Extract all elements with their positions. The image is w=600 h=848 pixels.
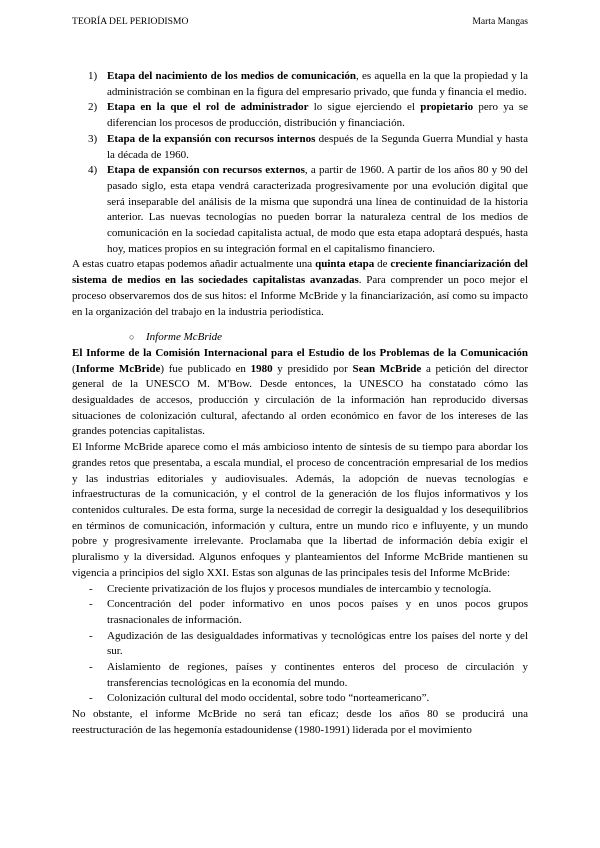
- text-run: A estas cuatro etapas podemos añadir actualmente una: [72, 258, 316, 271]
- list-number: 3): [88, 132, 98, 145]
- page-body: [72, 69, 528, 739]
- stage-keyword: propietario: [420, 101, 474, 114]
- thesis-text: Agudización de las desigualdades informativas y tecnológicas entre los países del norte y del sur.: [107, 629, 528, 658]
- dash-bullet: -: [89, 629, 93, 642]
- stage-text: pero ya se diferencian los procesos de producción, distribución y financiación.: [107, 101, 528, 130]
- list-item: [72, 597, 528, 628]
- circle-bullet-icon: ○: [129, 332, 135, 343]
- paragraph-final: No obstante, el informe McBride no será tan eficaz; desde los años 80 se producirá una reestructuración de las hegemonía estadounidense (1980-1991) liderada por el movimiento: [72, 708, 528, 736]
- stage-text: , es aquella en la que la propiedad y la administración se combinan en la figura del empresario privado, que funda y financia el medio.: [107, 70, 528, 98]
- header-course-title: TEORÍA DEL PERIODISMO: [72, 16, 189, 27]
- subheading-text: Informe McBride: [146, 331, 223, 344]
- bold-run: quinta etapa: [315, 258, 375, 271]
- list-item: [72, 163, 528, 257]
- bold-run: 1980: [250, 362, 273, 375]
- subheading-informe-mcbride: [72, 330, 528, 346]
- stage-text: lo sigue ejerciendo el: [308, 101, 421, 114]
- bold-run: Sean McBride: [352, 362, 422, 375]
- stage-title: Etapa de expansión con recursos externos: [107, 164, 305, 177]
- theses-list: [72, 582, 528, 708]
- bold-run: Informe McBride: [75, 362, 161, 375]
- text-run: a petición del director general de la UNESCO M. M'Bow. Desde entonces, la UNESCO ha constatado cómo las desigualdades de accesos, producción y circulación de la información han reproducido diversas situaciones de colonización cultural, afectando al orden económico en favor de los intereses de las grandes potencias capitalistas.: [72, 362, 528, 438]
- text-run: y presidido por: [272, 362, 353, 375]
- dash-bullet: -: [89, 598, 93, 611]
- thesis-text: Aislamiento de regiones, países y continentes enteros del proceso de circulación y transferencias tecnológicas en la economía del mundo.: [107, 661, 528, 689]
- text-run: . Para comprender un poco mejor el proceso observaremos dos de sus hitos: el Informe McBride y la financiarización, así como su impacto en la organización del trabajo en la industria periodística.: [72, 274, 528, 318]
- stage-text: después de la Segunda Guerra Mundial y hasta la década de 1960.: [107, 132, 528, 161]
- dash-bullet: -: [89, 661, 93, 674]
- list-item: [72, 69, 528, 100]
- thesis-text: Colonización cultural del modo occidental, sobre todo “norteamericano”.: [107, 692, 430, 705]
- list-item: [72, 629, 528, 660]
- header-author: Marta Mangas: [472, 16, 528, 27]
- dash-bullet: -: [89, 582, 93, 595]
- paragraph-informe: [72, 346, 528, 440]
- list-number: 1): [88, 70, 98, 82]
- list-item: [72, 691, 528, 707]
- text-run: (: [72, 362, 76, 375]
- list-item: [72, 132, 528, 163]
- text-run: de: [374, 258, 391, 271]
- list-item: [72, 660, 528, 691]
- stage-title: Etapa del nacimiento de los medios de comunicación: [107, 70, 357, 82]
- list-number: 2): [88, 101, 98, 114]
- stage-text: , a partir de 1960. A partir de los años 80 y 90 del pasado siglo, esta etapa vendrá caracterizada progresivamente por una evolución digital que será inseparable del análisis de la misma que supondrá una línea de continuidad de la historia anterior. Las nuevas tecnologías no pueden borrar la naturaleza central de los medios de comunicación en la sociedad capitalista actual, de modo que esta etapa adoptará después, hasta hoy, matices propios en su integración formal en el capitalismo financiero.: [107, 164, 528, 255]
- stage-title: Etapa de la expansión con recursos internos: [107, 132, 316, 145]
- text-run: ) fue publicado en: [160, 362, 251, 375]
- stage-title: Etapa en la que el rol de administrador: [107, 101, 309, 114]
- paragraph-quinta-etapa: [72, 257, 528, 320]
- bold-run: El Informe de la Comisión Internacional para el Estudio de los Problemas de la Comunicación: [72, 346, 528, 359]
- stages-list: [72, 69, 528, 257]
- list-number: 4): [88, 164, 98, 177]
- page-header: [72, 16, 528, 30]
- thesis-text: Concentración del poder informativo en unos pocos países y en unos pocos grupos trasnacionales de información.: [107, 598, 528, 626]
- dash-bullet: -: [89, 692, 93, 705]
- list-item: [72, 582, 528, 598]
- list-item: [72, 100, 528, 131]
- thesis-text: Creciente privatización de los flujos y procesos mundiales de intercambio y tecnología.: [107, 582, 492, 595]
- bold-run: creciente financiarización del sistema de medios en las sociedades capitalistas avanzadas: [72, 258, 528, 287]
- paragraph-ambicioso: El Informe McBride aparece como el más ambicioso intento de síntesis de su tiempo para abordar los grandes retos que presentaba, a escala mundial, el proceso de concentración empresarial de los medios y las industrias editoriales y audiovisuales. Además, la adopción de nuevas tecnologías e infraestructuras de la comunicación, y el control de la generación de los flujos informativos y los contenidos culturales. De esta forma, surge la necesidad de corregir la desigualdad y los desequilibrios en términos de comunicación, información y cultura, entre un mundo rico e influyente, y un mundo pobre y progresivamente irrelevante. Proclamaba que la libertad de información debía exigir el pluralismo y la diversidad. Algunos enfoques y planteamientos del Informe McBride mantienen su vigencia a principios del siglo XXI. Estas son algunas de las principales tesis del Informe McBride:: [72, 441, 528, 579]
